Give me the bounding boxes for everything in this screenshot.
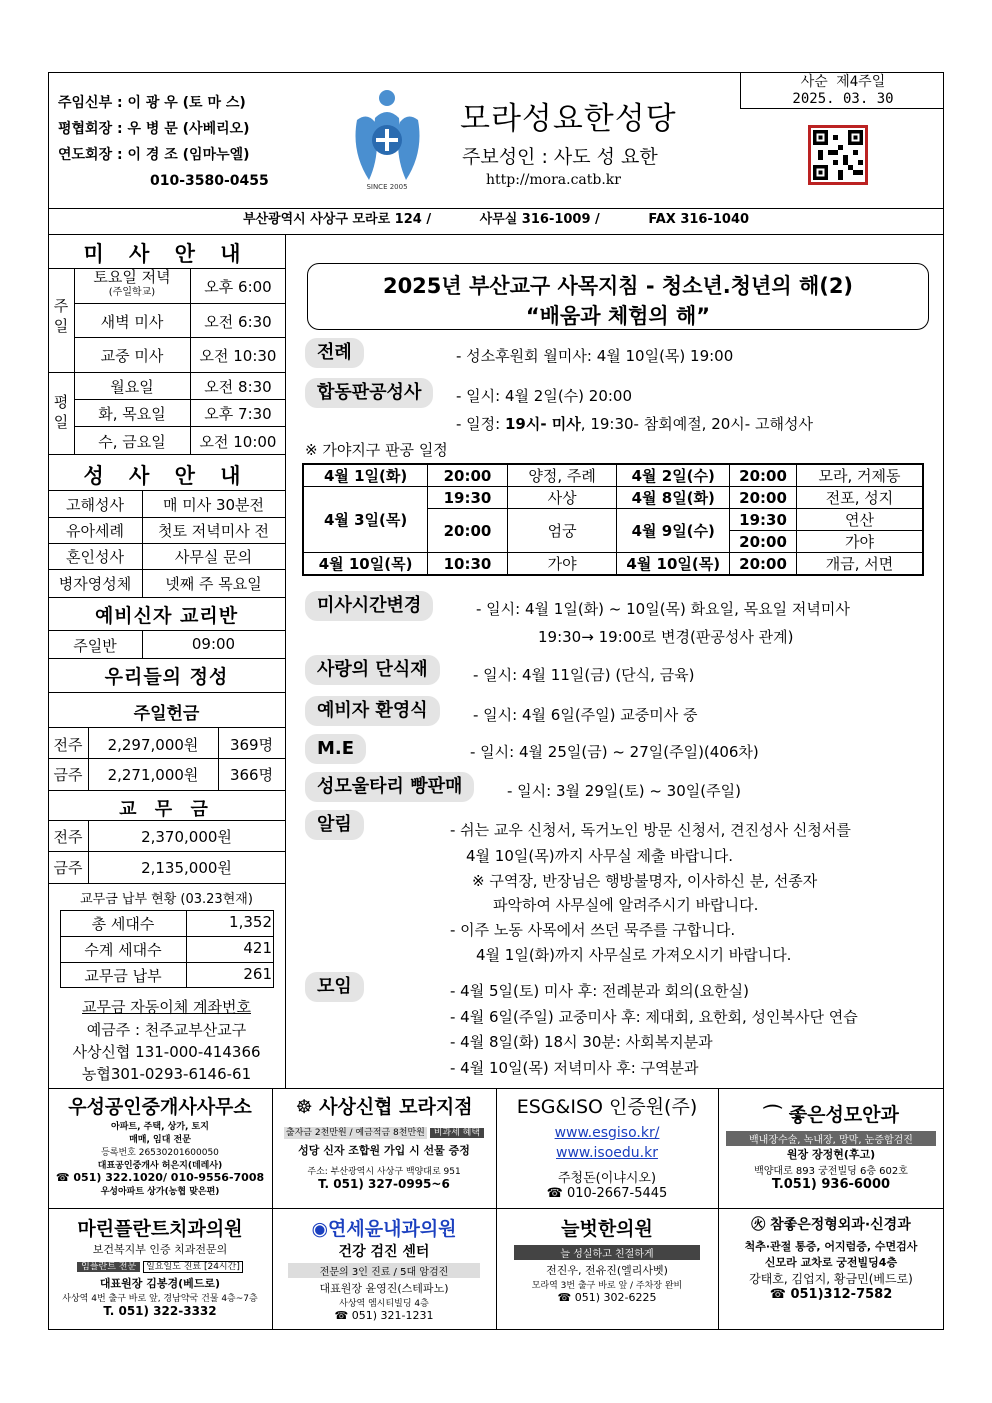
patron-saint: 주보성인 : 사도 성 요한 (462, 146, 658, 168)
welcome-text: - 일시: 4월 6일(주일) 교중미사 중 (473, 706, 698, 724)
church-url[interactable]: http://mora.catb.kr (486, 172, 621, 188)
households-label: 총 세대수 (91, 915, 155, 933)
welcome-label: 예비자 환영식 (305, 696, 440, 726)
mass-dawn: 새벽 미사 (100, 313, 164, 331)
dues-curr-label: 금주 (53, 859, 83, 877)
penance-schedule: - 일정: 19시- 미사, 19:30- 참회예절, 20시- 고해성사 (456, 415, 813, 433)
me-text: - 일시: 4월 25일(금) ~ 27일(주일)(406차) (470, 743, 759, 761)
mass-tue-thu-time: 오후 7:30 (204, 405, 272, 423)
dues-title: 교 무 금 (119, 799, 214, 820)
penance-note: ※ 가야지구 판공 일정 (305, 441, 448, 459)
officer-council: 평협회장 : 우 병 문 (사베리오) (58, 121, 250, 137)
sacramental-households-value: 421 (243, 939, 272, 957)
officer-phone: 010-3580-0455 (150, 173, 269, 189)
fasting-label: 사랑의 단식재 (305, 655, 440, 685)
notice-line-3: ※ 구역장, 반장님은 행방불명자, 이사하신 분, 선종자 (472, 872, 818, 890)
sacrament-confession: 고해성사 (66, 496, 124, 514)
offering-title: 우리들의 정성 (104, 666, 229, 688)
dues-paid-label: 교무금 납부 (84, 967, 162, 985)
offering-prev-count: 369명 (229, 736, 274, 754)
liturgy-text: - 성소후원회 월미사: 4월 10일(목) 19:00 (456, 347, 734, 365)
officer-elder: 연도회장 : 이 경 조 (임마누엘) (58, 147, 250, 163)
sacrament-marriage-info: 사무실 문의 (174, 548, 253, 566)
sacrament-sick-info: 넷째 주 목요일 (165, 575, 262, 593)
bread-sale-label: 성모울타리 빵판매 (305, 772, 474, 802)
notice-line-4: 파악하여 사무실에 알려주시기 바랍니다. (493, 896, 759, 914)
mass-sat-time: 오후 6:00 (204, 278, 272, 296)
ad-realestate[interactable]: 우성공인중개사사무소 아파트, 주택, 상가, 토지 매매, 임대 전문 등록번호 26530201600050 대표공인중개사 허은지(데레사) ☎ 051) 322.1020/ 010-9556-7008 우성아파트 상가(농협 맞은편) (55, 1096, 265, 1197)
mass-tue-thu: 화, 목요일 (98, 405, 166, 423)
dues-curr-amount: 2,135,000원 (141, 859, 232, 877)
meeting-label: 모임 (305, 972, 364, 1002)
qr-code[interactable] (808, 125, 868, 185)
sacrament-baptism: 유아세례 (66, 522, 124, 540)
church-logo (345, 82, 430, 194)
week-info (742, 74, 944, 108)
headline-title: 2025년 부산교구 사목지침 - 청소년.청년의 해(2) (382, 274, 854, 298)
orthopedic-logo-icon: ㊋ (751, 1217, 766, 1233)
offering-curr-count: 366명 (229, 766, 274, 784)
meeting-line-3: - 4월 8일(화) 18시 30분: 사회복지분과 (450, 1033, 713, 1051)
mass-main-time: 오전 10:30 (199, 347, 277, 365)
offering-prev-label: 전주 (53, 736, 83, 754)
mass-sat: 토요일 저녁 (주일학교) (93, 268, 171, 298)
mass-mon-time: 오전 8:30 (204, 378, 272, 396)
credit-union-logo-icon: ☸ (295, 1096, 313, 1118)
mass-wed-fri: 수, 금요일 (98, 433, 166, 451)
mass-change-label: 미사시간변경 (305, 591, 433, 621)
meeting-line-2: - 4월 6일(주일) 교중미사 후: 제대회, 요한회, 성인복사단 연습 (450, 1008, 858, 1026)
catechumen-class: 주일반 (73, 637, 117, 655)
mass-mon: 월요일 (110, 378, 154, 396)
ad-orthopedic[interactable]: ㊋ 참좋은정형외과·신경과 척추·관절 통증, 어지럼증, 수면검사 신모라 교차로 궁전빌딩4층 강태호, 김업지, 황금민(베드로) ☎ 051)312-7582 (744, 1217, 918, 1302)
auto-transfer-title: 교무금 자동이체 계좌번호 (82, 998, 251, 1016)
ad-dental[interactable]: 마린플란트치과의원 보건복지부 인증 치과전문의 임플란트 전문 일요일도 진료 [24시간] 대표원장 김봉경(베드로) 사상역 4번 출구 바로 앞, 경남약국 건물 4층~7층 T. 051) 322-3332 (62, 1218, 258, 1318)
esg-link[interactable]: www.esgiso.kr/ (554, 1125, 660, 1141)
me-label: M.E (305, 734, 366, 764)
offering-curr-label: 금주 (53, 766, 83, 784)
liturgy-label: 전례 (305, 338, 364, 368)
dues-status-title: 교무금 납부 현황 (03.23현재) (80, 892, 253, 907)
sunday-label: 주일 (53, 297, 69, 335)
mass-wed-fri-time: 오전 10:00 (199, 433, 277, 451)
notice-line-5: - 이주 노동 사목에서 쓰던 묵주를 구합니다. (450, 921, 736, 939)
contact-bar (48, 208, 944, 234)
weekday-label: 평일 (53, 393, 69, 431)
sacramental-households-label: 수계 세대수 (84, 941, 162, 959)
sacrament-marriage: 혼인성사 (66, 548, 124, 566)
penance-schedule-table: 4월 1일(화) 20:00 양정, 주례 4월 2일(수) 20:00 모라, 거제동 4월 3일(목) 19:30 사상 4월 8일(화) 20:00 전포, 성지 20:00 엄궁 4월 9일(수) 19:30 연산 20:00 가야 4월 10일(목) 10:30 가야 4월 10일(목) 20:00 개금, 서면 (302, 463, 924, 576)
sacrament-title: 성 사 안 내 (83, 464, 250, 488)
account-shinhyup: 사상신협 131-000-414366 (72, 1043, 261, 1061)
notice-label: 알림 (305, 810, 364, 840)
catechumen-title: 예비신자 교리반 (94, 605, 239, 627)
ad-credit-union[interactable]: ☸ 사상신협 모라지점 출자금 2천만원 / 예금적금 8천만원 비과세 혜택 성당 신자 조합원 가입 시 선물 증정 주소: 부산광역시 사상구 백양대로 951 T. 051) 327-0995~6 (274, 1092, 494, 1191)
liturgical-week: 사순 제4주일 (800, 74, 886, 90)
mass-main: 교중 미사 (100, 347, 164, 365)
sacrament-confession-info: 매 미사 30분전 (162, 496, 265, 514)
bread-sale-text: - 일시: 3월 29일(토) ~ 30일(주일) (507, 782, 741, 800)
households-value: 1,352 (229, 913, 272, 931)
notice-line-6: 4월 1일(화)까지 사무실로 가져오시기 바랍니다. (476, 946, 792, 964)
officer-pastor: 주임신부 : 이 광 우 (토 마 스) (58, 95, 246, 111)
fax-number: FAX 316-1040 (648, 212, 750, 227)
mass-dawn-time: 오전 6:30 (204, 313, 272, 331)
meeting-line-4: - 4월 10일(목) 저녁미사 후: 구역분과 (450, 1059, 699, 1077)
sacrament-sick: 병자영성체 (58, 575, 132, 593)
account-nonghyup: 농협301-0293-6146-61 (81, 1065, 252, 1083)
dues-paid-value: 261 (243, 965, 272, 983)
sunday-offering-title: 주일헌금 (133, 704, 200, 724)
isoedu-link[interactable]: www.isoedu.kr (556, 1145, 658, 1161)
headline-subtitle: “배움과 체험의 해” (525, 304, 711, 328)
office-phone: 사무실 316-1009 / (479, 212, 600, 227)
notice-line-1: - 쉬는 교우 신청서, 독거노인 방문 신청서, 견진성사 신청서를 (450, 821, 851, 839)
account-holder: 예금주 : 천주교부산교구 (86, 1021, 247, 1039)
penance-label: 합동판공성사 (305, 378, 433, 408)
ad-korean-medicine[interactable]: 늘벗한의원 늘 성실하고 친절하게 전진우, 전유진(엘리사벳) 모라역 3번 출구 바로 앞 / 주차장 완비 ☎ 051) 302-6225 (498, 1214, 716, 1304)
headline-box (307, 263, 929, 330)
officers (58, 90, 269, 194)
notice-line-2: 4월 10일(목)까지 사무실 제출 바랍니다. (466, 847, 734, 865)
penance-date: - 일시: 4월 2일(수) 20:00 (456, 387, 633, 405)
clinic-logo-icon: ◉ (311, 1218, 329, 1240)
bulletin-date: 2025. 03. 30 (792, 91, 894, 107)
ad-internal-medicine[interactable]: ◉연세윤내과의원 건강 검진 센터 전문의 3인 진료 / 5대 암검진 대표원장 윤영진(스테파노) 사상역 엠시티빌딩 4층 ☎ 051) 321-1231 (274, 1214, 494, 1322)
mass-title: 미 사 안 내 (83, 242, 250, 266)
offering-curr-amount: 2,271,000원 (107, 766, 199, 784)
mass-change-line2: 19:30→ 19:00로 변경(판공성사 관계) (538, 628, 794, 646)
sacrament-baptism-info: 첫토 저녁미사 전 (158, 522, 269, 540)
dues-prev-label: 전주 (53, 828, 83, 846)
ad-esg-iso[interactable]: ESG&ISO 인증원(주) www.esgiso.kr/ www.isoedu.kr 주청돈(이냐시오) ☎ 010-2667-5445 (498, 1092, 716, 1201)
meeting-line-1: - 4월 5일(토) 미사 후: 전례분과 회의(요한실) (450, 982, 749, 1000)
ad-eye-clinic[interactable]: ⌒ 좋은성모안과 백내장수술, 녹내장, 망막, 눈증합검진 원장 장정현(후고) 백양대로 893 궁전빌딩 6층 602호 T.051) 936-6000 (720, 1092, 942, 1192)
fasting-text: - 일시: 4월 11일(금) (단식, 금육) (473, 666, 695, 684)
catechumen-time: 09:00 (191, 635, 236, 653)
church-name: 모라성요한성당 (460, 101, 677, 137)
dues-prev-amount: 2,370,000원 (141, 828, 232, 846)
eye-logo-icon: ⌒ (763, 1104, 783, 1126)
logo-caption: SINCE 2005 (366, 183, 408, 191)
mass-change-line1: - 일시: 4월 1일(화) ~ 10일(목) 화요일, 목요일 저녁미사 (476, 600, 850, 618)
offering-prev-amount: 2,297,000원 (107, 736, 199, 754)
church-address: 부산광역시 사상구 모라로 124 / (242, 212, 432, 227)
